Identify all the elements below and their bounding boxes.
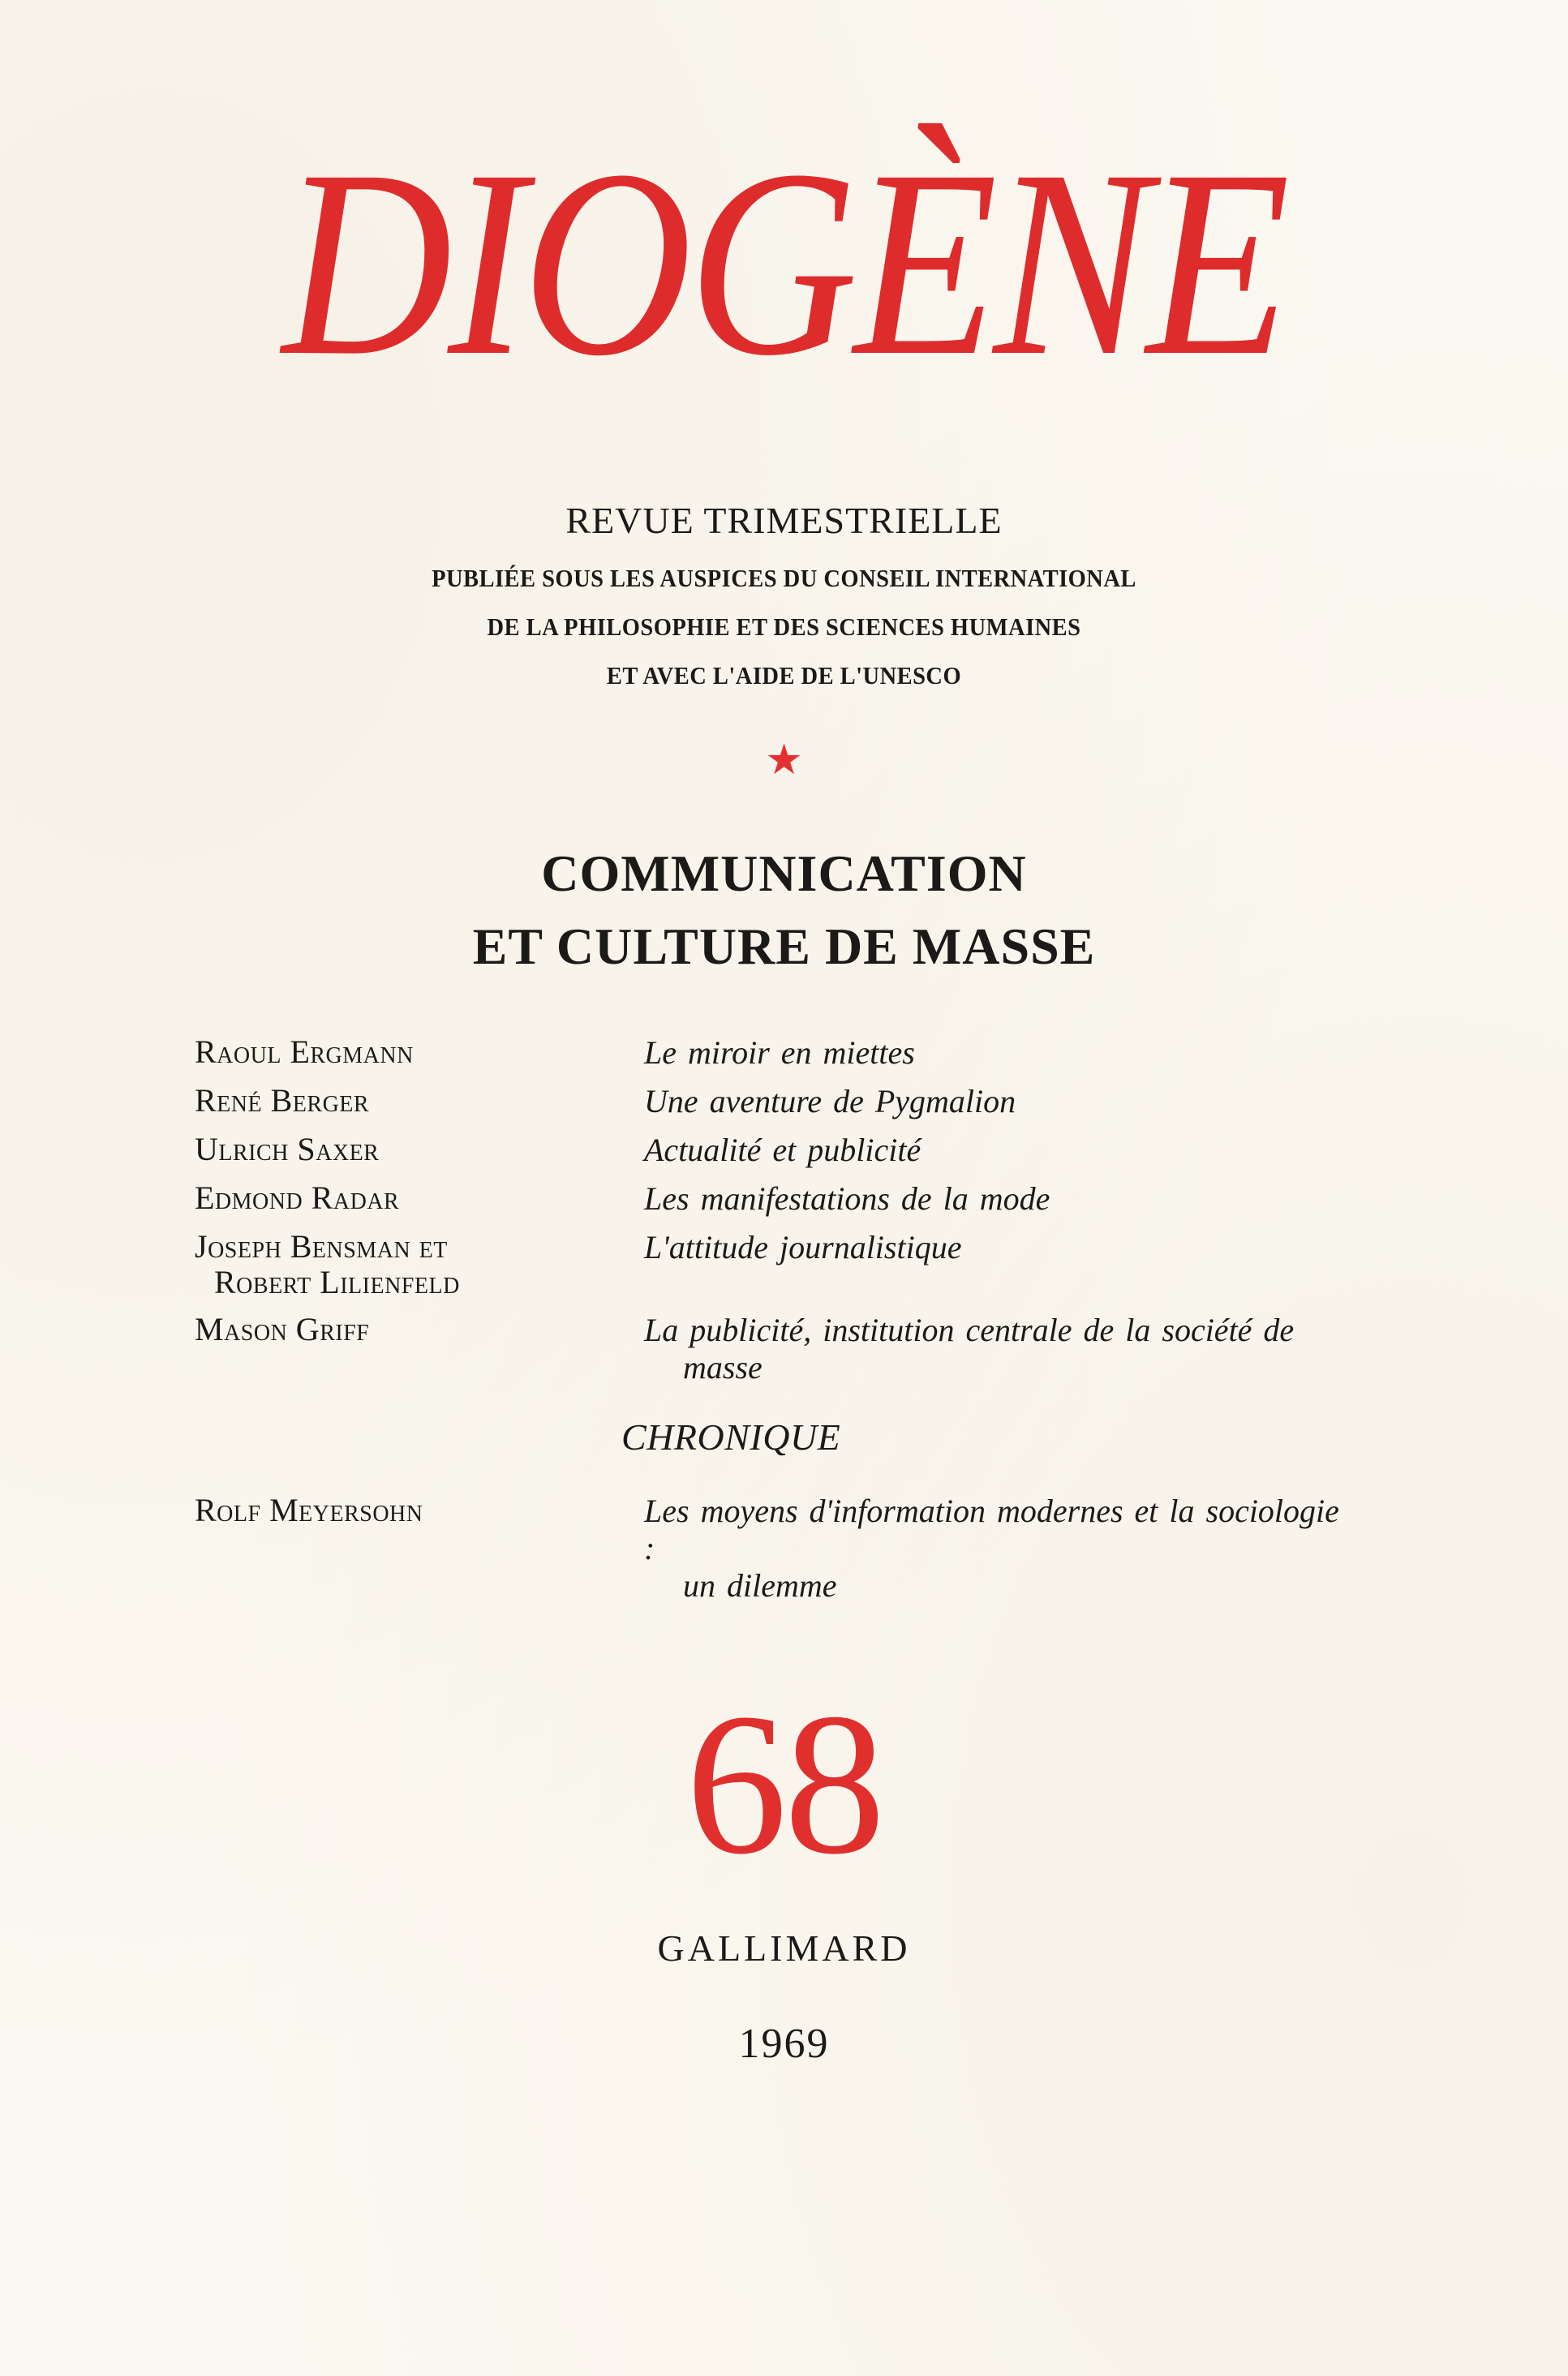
entry-title: L'attitude journalistique (644, 1229, 962, 1265)
contents-entry (195, 1132, 1347, 1169)
entry-title-continuation: masse (683, 1349, 763, 1386)
table-of-contents (195, 1034, 1347, 1398)
contents-entry (195, 1493, 1347, 1605)
entry-author: Raoul Ergmann (195, 1033, 414, 1070)
publisher-name: GALLIMARD (657, 1927, 911, 1969)
issue-theme-line-2: ET CULTURE DE MASSE (472, 917, 1096, 975)
contents-entry (195, 1180, 1347, 1218)
entry-author: Joseph Bensman et (195, 1228, 448, 1265)
subtitle-line: PUBLIÉE SOUS LES AUSPICES DU CONSEIL INTERNATIONAL (432, 564, 1136, 592)
publication-year: 1969 (738, 2021, 830, 2067)
entry-title: La publicité, institution centrale de la société de (644, 1312, 1295, 1348)
entry-title-continuation: un dilemme (683, 1567, 837, 1604)
entry-author: Edmond Radar (195, 1179, 400, 1216)
entry-title: Une aventure de Pygmalion (644, 1083, 1016, 1119)
entry-title: Actualité et publicité (644, 1132, 921, 1168)
entry-author: Rolf Meyersohn (195, 1492, 423, 1528)
entry-title-group (644, 1312, 1347, 1386)
issue-theme-line-1: COMMUNICATION (541, 844, 1027, 902)
contents-entry (195, 1229, 1347, 1300)
entry-author: René Berger (195, 1082, 370, 1119)
masthead-title: DIOGÈNE (281, 115, 1287, 411)
contents-entry (195, 1034, 1347, 1072)
entry-author: Mason Griff (195, 1311, 370, 1347)
entry-author-group (195, 1229, 644, 1300)
entry-author: Robert Lilienfeld (214, 1264, 460, 1300)
entry-title: Le miroir en miettes (644, 1034, 915, 1071)
entry-title-group (644, 1493, 1347, 1605)
entry-title: Les moyens d'information modernes et la sociologie : (644, 1493, 1339, 1566)
subtitle-line: ET AVEC L'AIDE DE L'UNESCO (606, 661, 962, 690)
section-heading-chronique: CHRONIQUE (621, 1416, 841, 1458)
chronique-contents (195, 1493, 1347, 1616)
subtitle-main: REVUE TRIMESTRIELLE (565, 500, 1003, 541)
contents-entry (195, 1083, 1347, 1120)
entry-author: Ulrich Saxer (195, 1131, 380, 1167)
star-ornament-icon: ★ (765, 737, 803, 784)
issue-number: 68 (685, 1672, 883, 1897)
subtitle-line: DE LA PHILOSOPHIE ET DES SCIENCES HUMAINES (487, 612, 1081, 641)
entry-title: Les manifestations de la mode (644, 1180, 1050, 1217)
contents-entry (195, 1312, 1347, 1386)
